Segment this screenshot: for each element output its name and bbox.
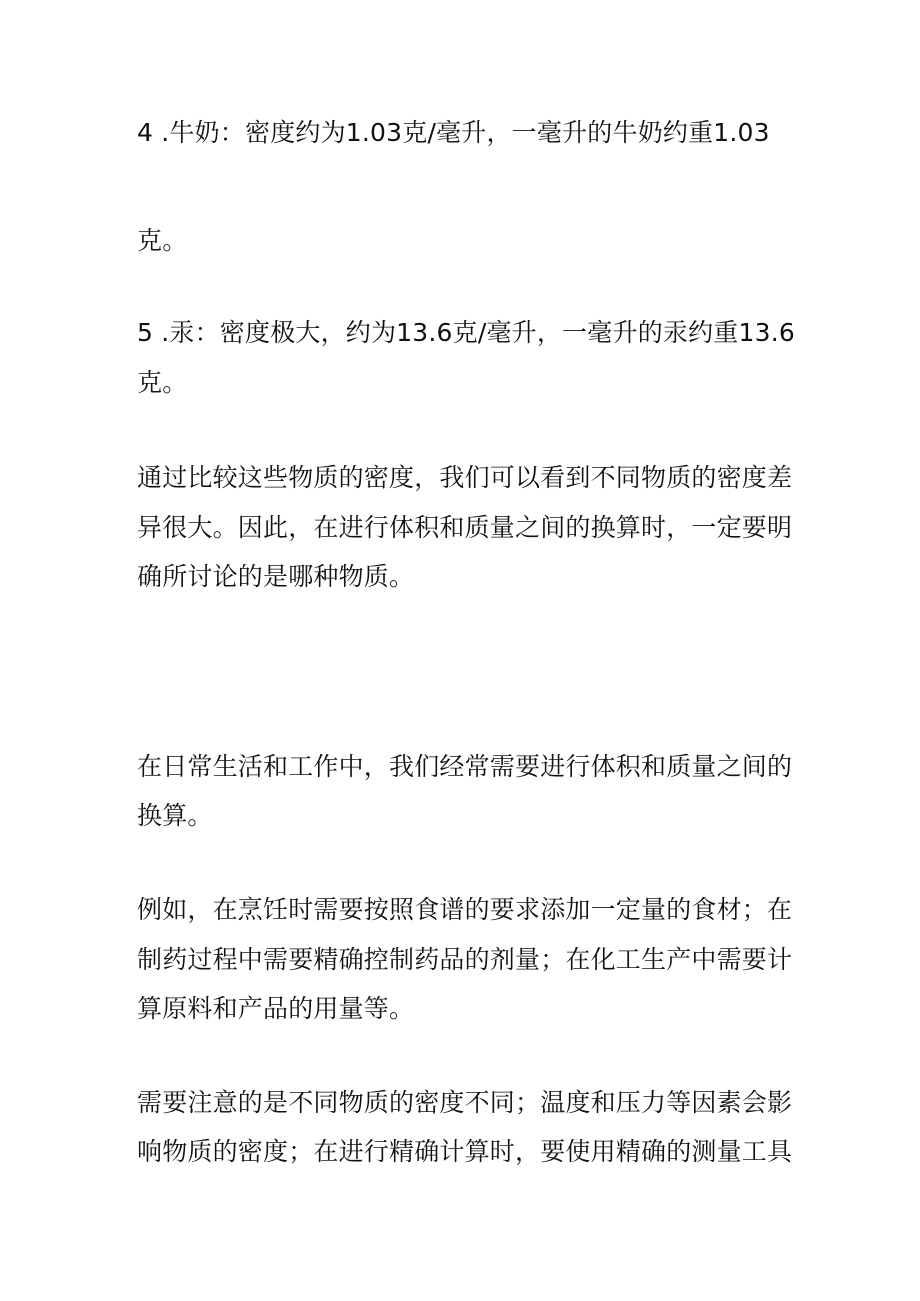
item5-line1: 5 .汞：密度极大，约为13.6克/毫升，一毫升的汞约重13.6 [137, 318, 795, 347]
paragraph1-line3: 确所讨论的是哪种物质。 [137, 562, 415, 591]
paragraph3-line1: 例如，在烹饪时需要按照食谱的要求添加一定量的食材；在 [137, 895, 793, 924]
paragraph1-line2: 异很大。因此，在进行体积和质量之间的换算时，一定要明 [137, 513, 793, 542]
paragraph4-line2: 响物质的密度；在进行精确计算时，要使用精确的测量工具 [137, 1137, 793, 1166]
paragraph3-line3: 算原料和产品的用量等。 [137, 994, 415, 1023]
item4-line2: 克。 [137, 226, 188, 255]
item5-line2: 克。 [137, 368, 188, 397]
paragraph4-line1: 需要注意的是不同物质的密度不同；温度和压力等因素会影 [137, 1088, 793, 1117]
item4-line1: 4 .牛奶：密度约为1.03克/毫升，一毫升的牛奶约重1.03 [137, 118, 770, 147]
paragraph1-line1: 通过比较这些物质的密度，我们可以看到不同物质的密度差 [137, 463, 793, 492]
paragraph3-line2: 制药过程中需要精确控制药品的剂量；在化工生产中需要计 [137, 945, 793, 974]
paragraph2-line1: 在日常生活和工作中，我们经常需要进行体积和质量之间的 [137, 752, 793, 781]
paragraph2-line2: 换算。 [137, 801, 213, 830]
